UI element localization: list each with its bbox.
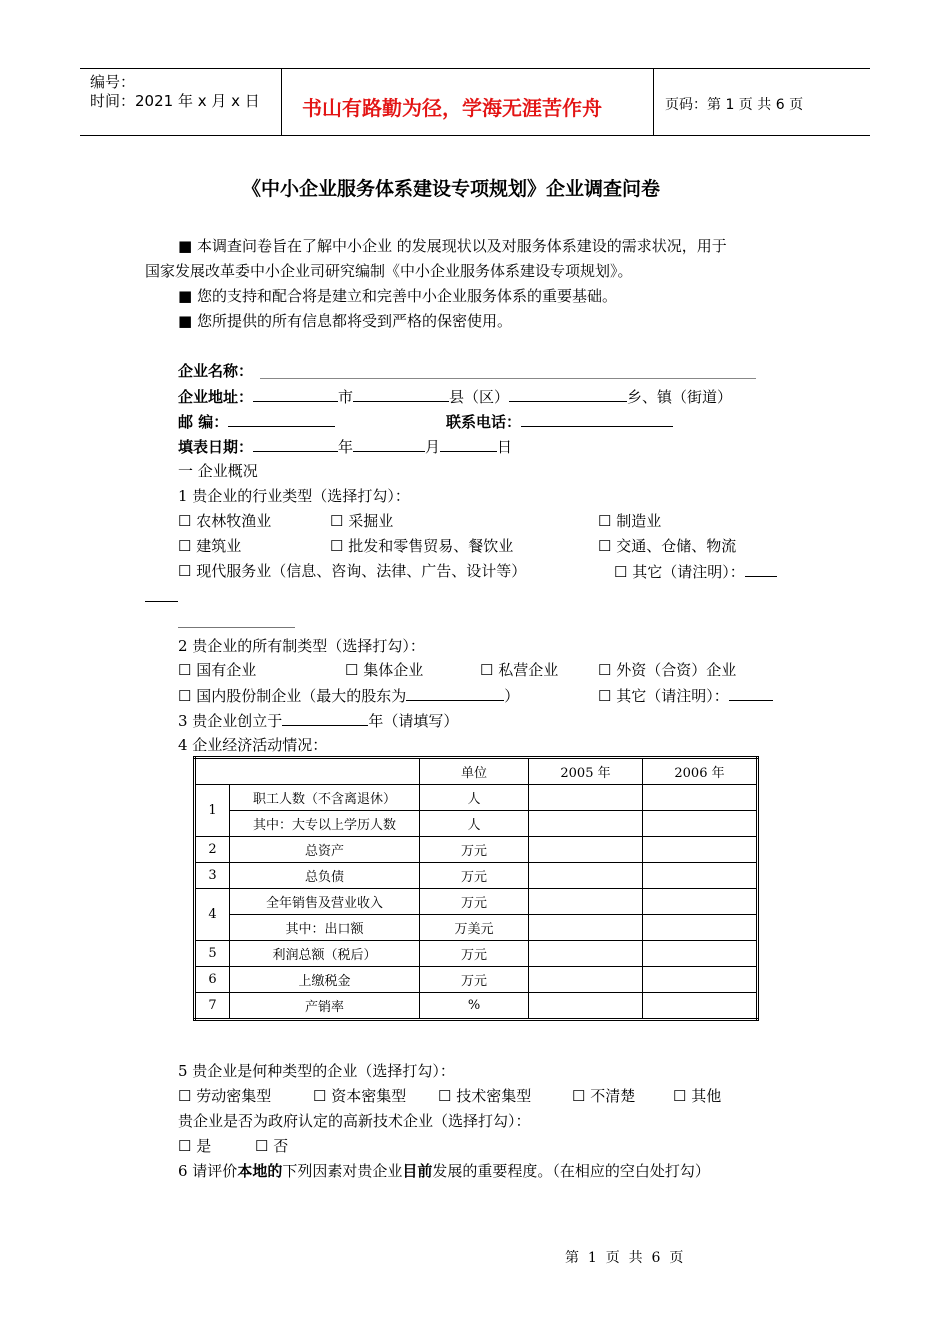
q1-option-logistics[interactable]: ☐ 交通、仓储、物流 (598, 537, 737, 555)
row-item: 其中：大专以上学历人数 (230, 811, 420, 837)
row-unit: 万元 (420, 863, 529, 889)
q1-option-mining[interactable]: ☐ 采掘业 (330, 512, 394, 530)
row-unit: 人 (420, 785, 529, 811)
q2-close-paren: ） (504, 687, 520, 705)
cell-2005[interactable] (529, 785, 643, 811)
cell-2006[interactable] (643, 889, 758, 915)
field-day-label: 日 (497, 438, 513, 456)
hightech-option-yes[interactable]: ☐ 是 (178, 1137, 212, 1155)
table-header-unit: 单位 (420, 758, 529, 785)
field-day-blank[interactable] (440, 436, 497, 452)
row-unit: 万元 (420, 941, 529, 967)
q1-option-construction[interactable]: ☐ 建筑业 (178, 537, 242, 555)
row-item: 上缴税金 (230, 967, 420, 993)
q2-label: 2 贵企业的所有制类型（选择打勾）： (178, 637, 425, 655)
field-county-blank[interactable] (353, 386, 449, 402)
q3-row (178, 710, 458, 731)
q5-option-labor[interactable]: ☐ 劳动密集型 (178, 1087, 272, 1105)
q2-option-joint-stock[interactable]: ☐ 国内股份制企业（最大的股东为 (178, 687, 407, 705)
header-bottom-rule (80, 135, 870, 136)
header-page-info: 页码：第 1 页 共 6 页 (665, 97, 804, 113)
field-phone-row (446, 411, 673, 432)
table-row (195, 889, 758, 915)
q3-suffix: 年（请填写） (368, 712, 459, 730)
q3-label: 3 贵企业创立于 (178, 712, 283, 730)
row-unit: 万元 (420, 967, 529, 993)
row-unit: % (420, 993, 529, 1020)
page-footer: 第 1 页 共 6 页 (565, 1250, 684, 1266)
q4-label: 4 企业经济活动情况： (178, 736, 328, 754)
table-row (195, 941, 758, 967)
field-month-label: 月 (425, 438, 441, 456)
field-city-label: 市 (338, 388, 354, 406)
field-date-label: 填表日期： (178, 438, 254, 456)
table-header-row (195, 758, 758, 785)
q5-option-technology[interactable]: ☐ 技术密集型 (438, 1087, 532, 1105)
field-town-blank[interactable] (509, 386, 627, 402)
q2-other-blank[interactable] (729, 685, 773, 701)
header-code-label: 编号： (90, 73, 136, 91)
cell-2005[interactable] (529, 915, 643, 941)
section1-title: 一 企业概况 (178, 462, 258, 480)
table-row (195, 967, 758, 993)
q1-option-trade[interactable]: ☐ 批发和零售贸易、餐饮业 (330, 537, 514, 555)
field-year-blank[interactable] (253, 436, 338, 452)
table-row (195, 785, 758, 811)
row-item: 利润总额（税后） (230, 941, 420, 967)
q6-bold-local: 本地的 (237, 1162, 283, 1180)
header-top-rule (80, 68, 870, 69)
q6-suffix: 发展的重要程度。（在相应的空白处打勾） (432, 1162, 710, 1180)
intro-line-4: ■ 您所提供的所有信息都将受到严格的保密使用。 (178, 312, 512, 330)
field-name-line[interactable] (260, 378, 756, 379)
row-unit: 人 (420, 811, 529, 837)
field-month-blank[interactable] (353, 436, 425, 452)
q1-label: 1 贵企业的行业类型（选择打勾）： (178, 487, 410, 505)
field-address-row (178, 386, 732, 407)
q1-option-other-row (614, 561, 777, 582)
field-name-label: 企业名称： (178, 362, 254, 380)
cell-2005[interactable] (529, 811, 643, 837)
table-header-item (195, 758, 420, 785)
row-item: 总负债 (230, 863, 420, 889)
row-unit: 万元 (420, 837, 529, 863)
row-unit: 万美元 (420, 915, 529, 941)
q6-label (178, 1161, 710, 1181)
field-zip-label: 邮 编： (178, 413, 229, 431)
row-item: 全年销售及营业收入 (230, 889, 420, 915)
cell-2006[interactable] (643, 837, 758, 863)
field-zip-blank[interactable] (228, 411, 335, 427)
cell-2005[interactable] (529, 967, 643, 993)
cell-2006[interactable] (643, 993, 758, 1020)
cell-2005[interactable] (529, 837, 643, 863)
table-header-2006: 2006 年 (643, 758, 758, 785)
q1-other-blank[interactable] (745, 561, 777, 577)
cell-2006[interactable] (643, 811, 758, 837)
economic-activity-table (193, 756, 759, 1021)
q2-option-collective[interactable]: ☐ 集体企业 (345, 661, 424, 679)
header-motto: 书山有路勤为径，学海无涯苦作舟 (302, 96, 602, 120)
field-zip-row (178, 411, 335, 432)
table-row (195, 811, 758, 837)
cell-2006[interactable] (643, 785, 758, 811)
q5-option-unclear[interactable]: ☐ 不清楚 (572, 1087, 636, 1105)
cell-2006[interactable] (643, 915, 758, 941)
q6-bold-current: 目前 (402, 1162, 433, 1180)
header-divider-left (281, 68, 282, 136)
q2-option-other[interactable]: ☐ 其它（请注明）： (598, 687, 729, 705)
row-number: 5 (195, 941, 230, 967)
cell-2005[interactable] (529, 993, 643, 1020)
field-date-row (178, 436, 512, 457)
q2-option-private[interactable]: ☐ 私营企业 (480, 661, 559, 679)
cell-2006[interactable] (643, 941, 758, 967)
row-number: 2 (195, 837, 230, 863)
row-number: 3 (195, 863, 230, 889)
row-number: 4 (195, 889, 230, 941)
field-county-label: 县（区） (449, 388, 510, 406)
row-item: 产销率 (230, 993, 420, 1020)
q2-shareholder-blank[interactable] (406, 685, 504, 701)
field-phone-blank[interactable] (521, 411, 673, 427)
cell-2006[interactable] (643, 863, 758, 889)
q5-label: 5 贵企业是何种类型的企业（选择打勾）： (178, 1062, 455, 1080)
row-number: 1 (195, 785, 230, 837)
row-item: 总资产 (230, 837, 420, 863)
q2-option-joint-stock-row (178, 685, 519, 706)
q2-option-other-row (598, 685, 773, 706)
q1-option-other[interactable]: ☐ 其它（请注明）： (614, 563, 745, 581)
cell-2005[interactable] (529, 889, 643, 915)
document-title: 《中小企业服务体系建设专项规划》企业调查问卷 (242, 178, 661, 200)
intro-line-3: ■ 您的支持和配合将是建立和完善中小企业服务体系的重要基础。 (178, 287, 617, 305)
field-address-label: 企业地址： (178, 388, 254, 406)
q3-year-blank[interactable] (282, 710, 368, 726)
table-row (195, 863, 758, 889)
table-row (195, 837, 758, 863)
q1-option-manufacturing[interactable]: ☐ 制造业 (598, 512, 662, 530)
header-time: 时间：2021 年 x 月 x 日 (90, 92, 260, 110)
q6-prefix: 6 请评价 (178, 1162, 238, 1180)
table-row (195, 915, 758, 941)
q5-option-capital[interactable]: ☐ 资本密集型 (313, 1087, 407, 1105)
hightech-label: 贵企业是否为政府认定的高新技术企业（选择打勾）： (178, 1112, 531, 1130)
q6-mid: 下列因素对贵企业 (282, 1162, 403, 1180)
intro-line-2: 国家发展改革委中小企业司研究编制《中小企业服务体系建设专项规划》。 (145, 262, 633, 280)
row-number: 6 (195, 967, 230, 993)
row-unit: 万元 (420, 889, 529, 915)
row-item: 其中：出口额 (230, 915, 420, 941)
table-row (195, 993, 758, 1020)
table-header-2005: 2005 年 (529, 758, 643, 785)
intro-line-1: ■ 本调查问卷旨在了解中小企业 的发展现状以及对服务体系建设的需求状况，用于 (178, 237, 727, 255)
q1-other-continuation-2 (178, 627, 295, 628)
header-divider-right (653, 68, 654, 136)
field-year-label: 年 (338, 438, 354, 456)
row-number: 7 (195, 993, 230, 1020)
q1-other-continuation (145, 601, 178, 602)
q2-option-foreign[interactable]: ☐ 外资（合资）企业 (598, 661, 737, 679)
hightech-option-no[interactable]: ☐ 否 (255, 1137, 289, 1155)
cell-2005[interactable] (529, 863, 643, 889)
q1-option-agriculture[interactable]: ☐ 农林牧渔业 (178, 512, 272, 530)
q2-option-state[interactable]: ☐ 国有企业 (178, 661, 257, 679)
cell-2005[interactable] (529, 941, 643, 967)
field-phone-label: 联系电话： (446, 413, 522, 431)
q5-option-other[interactable]: ☐ 其他 (673, 1087, 722, 1105)
q1-option-services[interactable]: ☐ 现代服务业（信息、咨询、法律、广告、设计等） (178, 562, 527, 580)
field-town-label: 乡、镇（街道） (627, 388, 733, 406)
row-item: 职工人数（不含离退休） (230, 785, 420, 811)
cell-2006[interactable] (643, 967, 758, 993)
field-city-blank[interactable] (253, 386, 338, 402)
